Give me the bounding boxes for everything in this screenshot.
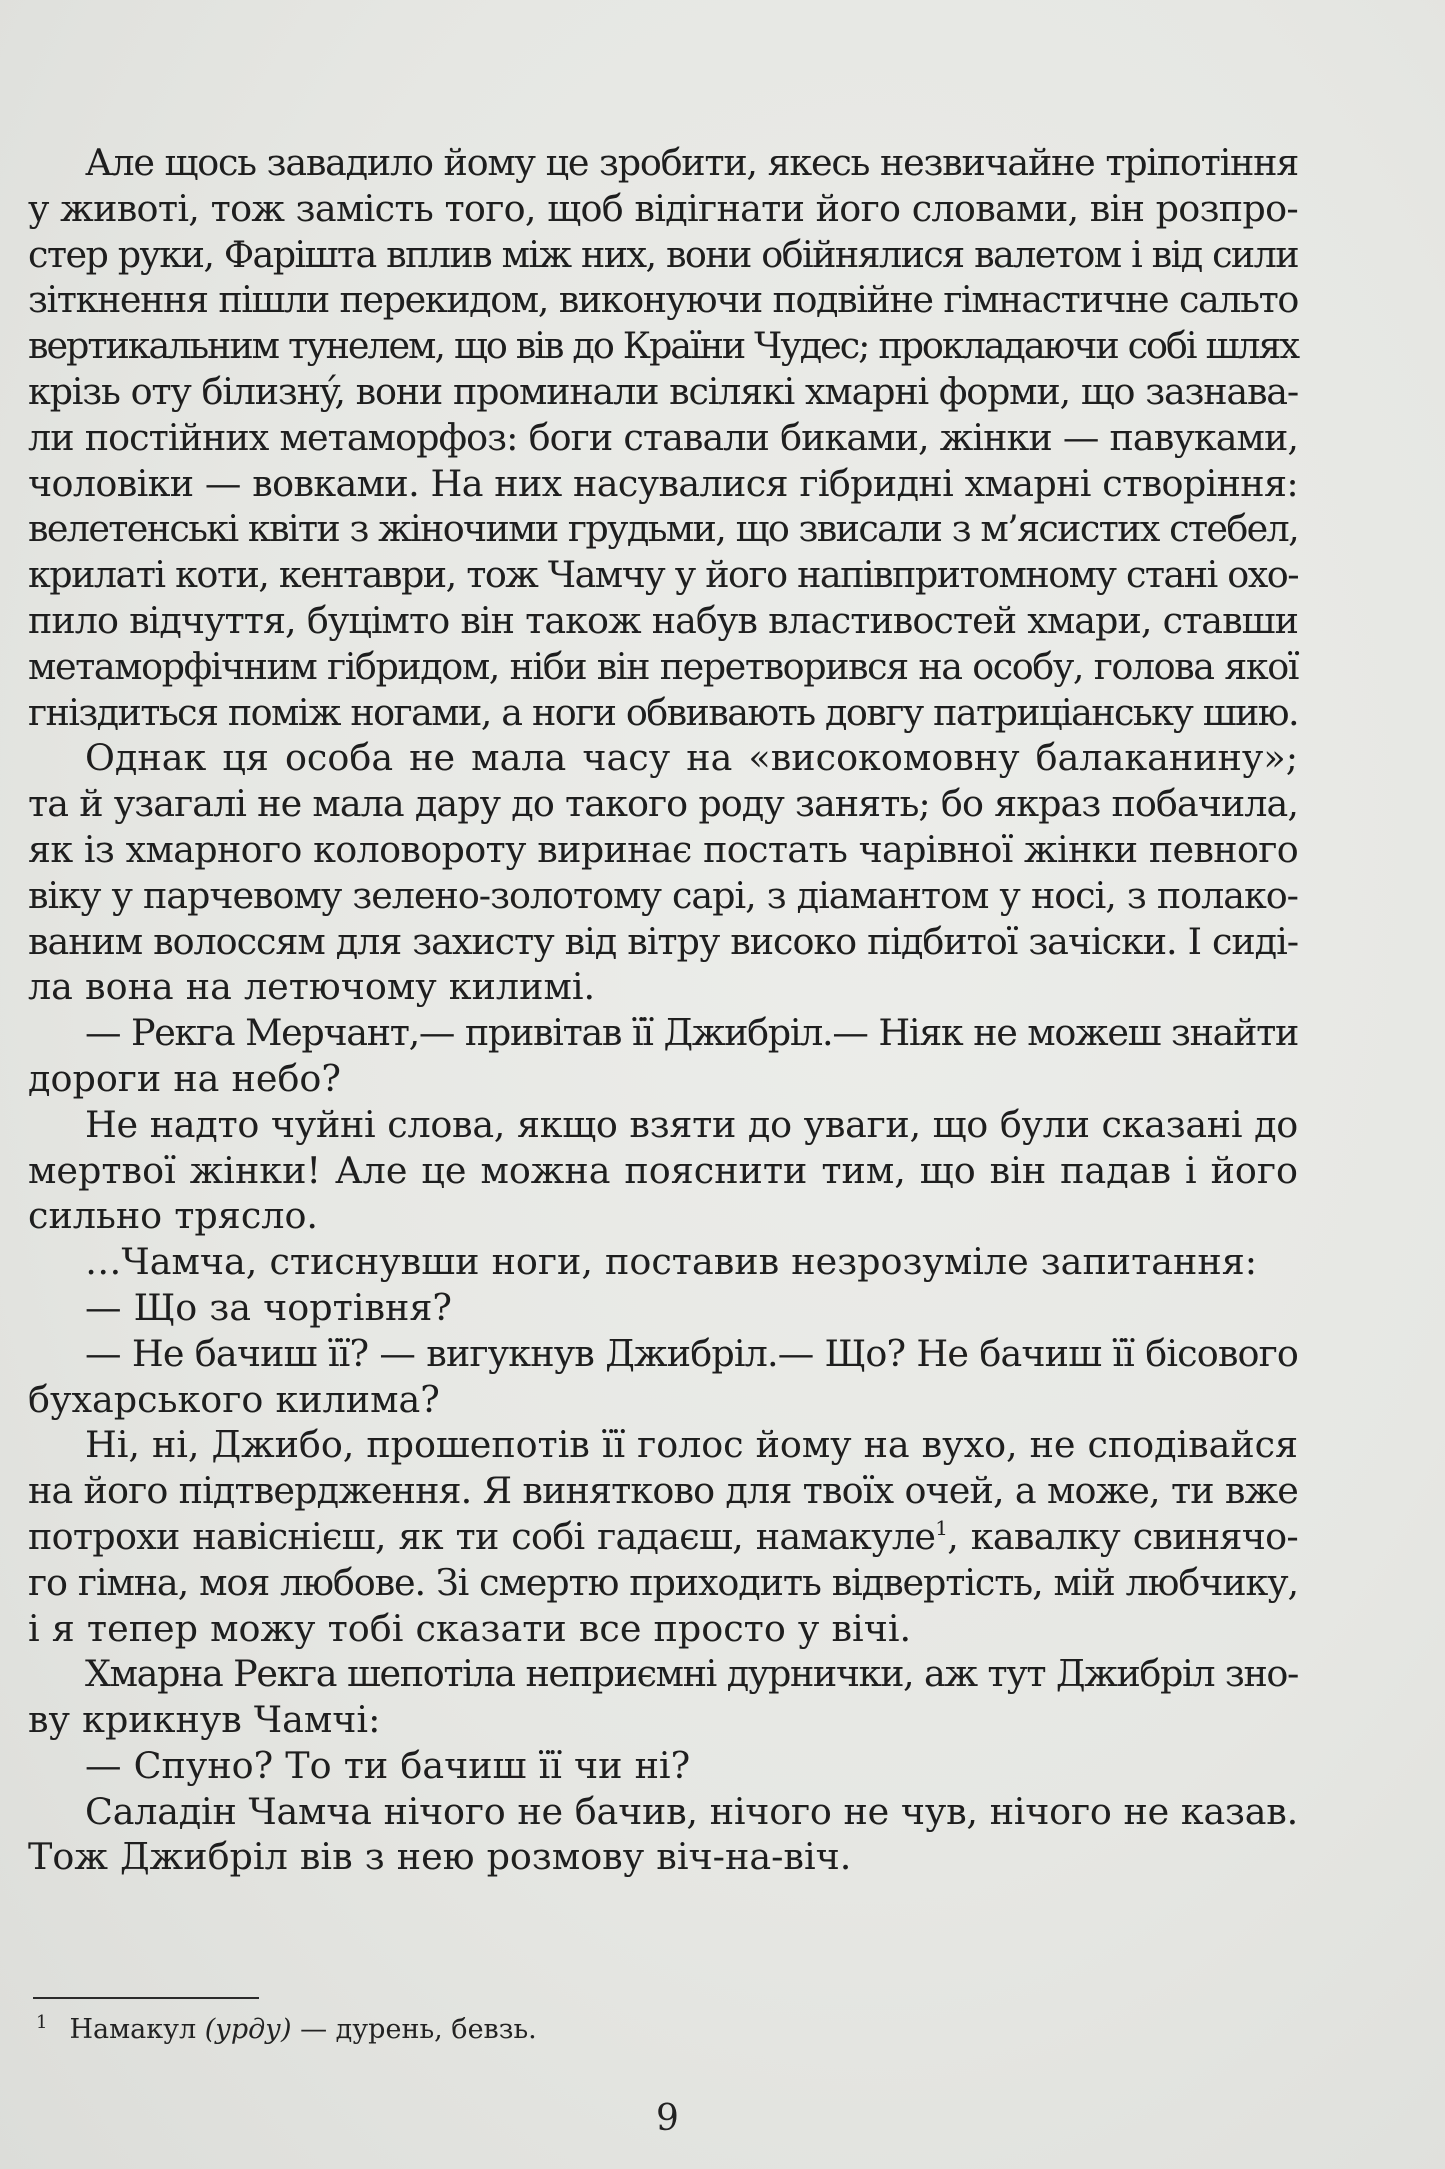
paragraph (28, 1239, 1298, 1285)
text-line: Тож Джибріл вів з нею розмову віч-на-віч. (28, 1835, 852, 1879)
footnote-number: 1 (36, 2012, 48, 2033)
paragraph (28, 1331, 1298, 1423)
text-line: стер руки, Фарішта вплив між них, вони обійнялися валетом і від сили (28, 232, 1298, 276)
paragraph (28, 1743, 1298, 1789)
text-line: пило відчуття, буцімто він також набув властивостей хмари, ставши (28, 598, 1298, 642)
paragraph (28, 140, 1298, 735)
footnote-reference: 1 (935, 1515, 948, 1540)
text-line: Хмарна Рекга шепотіла неприємні дурнички, аж тут Джибріл зно- (85, 1652, 1298, 1696)
text-line: Не надто чуйні слова, якщо взяти до уваги, що були сказані до (85, 1102, 1298, 1146)
text-line: та й узагалі не мала дару до такого роду занять; бо якраз побачила, (28, 782, 1298, 826)
text-line: ла вона на летючому килимі. (28, 965, 596, 1009)
text-line: бухарського килима? (28, 1377, 440, 1421)
text-fragment: потрохи навіснієш, як ти собі гадаєш, намакуле (28, 1514, 936, 1558)
text-line: го гімна, моя любове. Зі смертю приходить відвертість, мій любчику, (28, 1560, 1298, 1604)
text-line: як із хмарного коловороту виринає постать чарівної жінки певного (28, 827, 1298, 871)
text-line: Ні, ні, Джибо, прошепотів її голос йому на вухо, не сподівайся (85, 1423, 1298, 1467)
text-line: мертвої жінки! Але це можна пояснити тим, що він падав і його (28, 1148, 1298, 1192)
text-line: вертикальним тунелем, що вів до Країни Чудес; прокладаючи собі шлях (28, 324, 1298, 368)
text-line: гніздиться поміж ногами, а ноги обвивають довгу патриціанську шию. (28, 690, 1298, 734)
text-line: велетенські квіти з жіночими грудьми, що звисали з м’ясистих стебел, (28, 507, 1298, 551)
text-line: …Чамча, стиснувши ноги, поставив незрозуміле запитання: (85, 1240, 1258, 1284)
paragraph (28, 735, 1298, 1010)
text-line: крізь оту білизнý, вони проминали всілякі хмарні форми, що зазнава- (28, 369, 1298, 413)
text-line: дороги на небо? (28, 1056, 341, 1100)
paragraph (28, 1285, 1298, 1331)
paragraph (28, 1789, 1298, 1881)
text-fragment: , кавалку свинячо- (947, 1514, 1298, 1558)
text-line: ву крикнув Чамчі: (28, 1698, 381, 1742)
text-line: — Що за чортівня? (85, 1285, 452, 1329)
text-line: і я тепер можу тобі сказати все просто у вічі. (28, 1606, 912, 1650)
text-line: Але щось завадило йому це зробити, якесь незвичайне тріпотіння (85, 141, 1298, 184)
text-line: метаморфічним гібридом, ніби він перетворився на особу, голова якої (28, 644, 1298, 688)
text-line: на його підтвердження. Я винятково для твоїх очей, а може, ти вже (28, 1469, 1298, 1513)
text-line: сильно трясло. (28, 1194, 319, 1238)
text-line (28, 1514, 1298, 1560)
text-line: Однак ця особа не мала часу на «високомовну балаканину»; (85, 736, 1298, 780)
text-line: — Не бачиш її? — вигукнув Джибріл.— Що? Не бачиш її бісового (85, 1331, 1298, 1375)
paragraph (28, 1422, 1298, 1651)
footnote-divider (33, 1997, 259, 1999)
text-line: у животі, тож замість того, щоб відігнати його словами, він розпро- (28, 186, 1298, 230)
text-line: зіткнення пішли перекидом, виконуючи подвійне гімнастичне сальто (28, 278, 1298, 322)
paragraph (28, 1102, 1298, 1239)
text-line: чоловіки — вовками. На них насувалися гібридні хмарні створіння: (28, 461, 1298, 505)
text-line: — Спуно? То ти бачиш її чи ні? (85, 1743, 691, 1787)
footnote-language: (урду) (204, 2014, 292, 2045)
text-line: віку у парчевому зелено-золотому сарі, з діамантом у носі, з полако- (28, 873, 1298, 917)
footnote-definition: — дурень, бевзь. (300, 2014, 537, 2045)
paragraph (28, 1010, 1298, 1102)
footnote (36, 2006, 537, 2047)
text-line: — Рекга Мерчант,— привітав її Джибріл.— Ніяк не можеш знайти (85, 1011, 1298, 1055)
page-body (28, 140, 1298, 1880)
paragraph (28, 1651, 1298, 1743)
text-line: крилаті коти, кентаври, тож Чамчу у його напівпритомному стані охо- (28, 553, 1298, 597)
text-line: ваним волоссям для захисту від вітру високо підбитої зачіски. І сиді- (28, 919, 1298, 963)
footnote-term: Намакул (69, 2014, 197, 2045)
text-line: ли постійних метаморфоз: боги ставали биками, жінки — павуками, (28, 415, 1298, 459)
page-number: 9 (656, 2098, 679, 2139)
text-line: Саладін Чамча нічого не бачив, нічого не чув, нічого не казав. (85, 1789, 1298, 1833)
